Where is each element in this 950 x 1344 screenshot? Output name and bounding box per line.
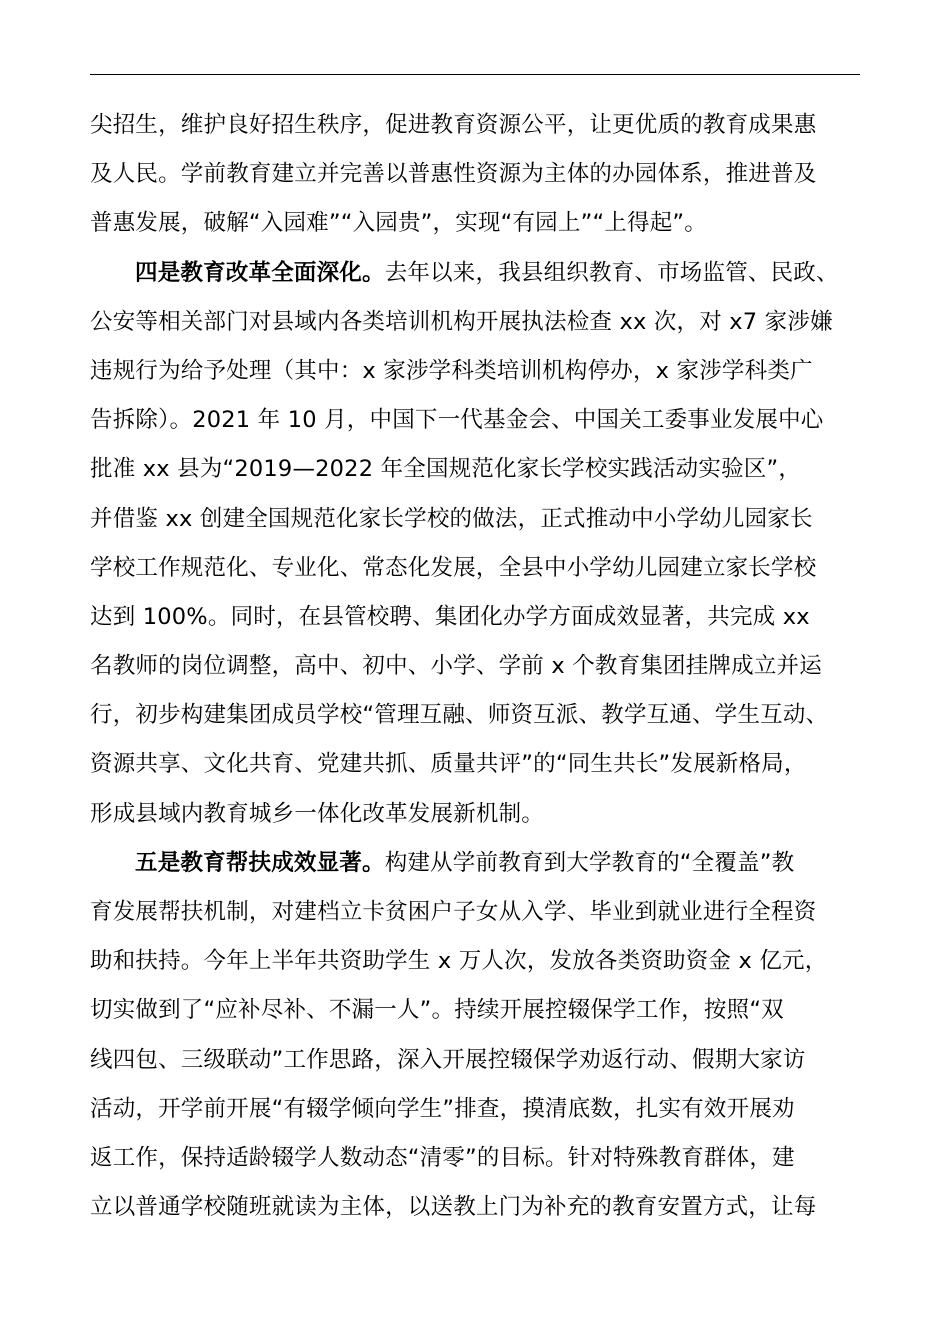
paragraph-heading: 四是教育改革全面深化。 — [135, 259, 385, 286]
text-line: 线四包、三级联动”工作思路，深入开展控辍保学劝返行动、假期大家访 — [90, 1046, 806, 1073]
text-line: 助和扶持。今年上半年共资助学生 x 万人次，发放各类资助资金 x 亿元， — [90, 948, 828, 975]
paragraph-heading: 五是教育帮扶成效显著。 — [135, 849, 385, 876]
text-line: 及人民。学前教育建立并完善以普惠性资源为主体的办园体系，推进普及 — [90, 161, 817, 188]
text-line: 告拆除）。2021 年 10 月，中国下一代基金会、中国关工委事业发展中心 — [90, 407, 824, 434]
text-line: 尖招生，维护良好招生秩序，促进教育资源公平，让更优质的教育成果惠 — [90, 112, 817, 138]
text-line: 切实做到了“应补尽补、不漏一人”。持续开展控辍保学工作，按照“双 — [90, 997, 784, 1024]
text-line: 活动，开学前开展“有辍学倾向学生”排查，摸清底数，扎实有效开展劝 — [90, 1095, 795, 1122]
paragraph-start-line — [90, 839, 860, 888]
header-rule — [90, 74, 860, 75]
text-line: 资源共享、文化共育、党建共抓、质量共评”的“同生共长”发展新格局， — [90, 751, 807, 778]
text-line: 返工作，保持适龄辍学人数动态“清零”的目标。针对特殊教育群体，建 — [90, 1144, 795, 1171]
text-line: 违规行为给予处理（其中：x 家涉学科类培训机构停办，x 家涉学科类广 — [90, 357, 813, 384]
paragraph-text: 构建从学前教育到大学教育的“全覆盖”教 — [384, 849, 795, 876]
text-line: 达到 100%。同时，在县管校聘、集团化办学方面成效显著，共完成 xx — [90, 603, 810, 630]
text-line: 立以普通学校随班就读为主体，以送教上门为补充的教育安置方式，让每 — [90, 1194, 817, 1221]
text-line: 批准 xx 县为“2019—2022 年全国规范化家长学校实践活动实验区”， — [90, 456, 802, 483]
text-line: 公安等相关部门对县域内各类培训机构开展执法检查 xx 次，对 x7 家涉嫌 — [90, 308, 833, 335]
paragraph-start-line — [90, 249, 860, 298]
text-line: 育发展帮扶机制，对建档立卡贫困户子女从入学、毕业到就业进行全程资 — [90, 899, 817, 925]
paragraph-text: 去年以来，我县组织教育、市场监管、民政、 — [384, 259, 839, 286]
text-line: 普惠发展，破解“入园难”“入园贵”，实现“有园上”“上得起”。 — [90, 210, 707, 237]
text-line: 学校工作规范化、专业化、常态化发展，全县中小学幼儿园建立家长学校 — [90, 554, 817, 581]
text-line: 形成县域内教育城乡一体化改革发展新机制。 — [90, 800, 545, 827]
text-line: 行，初步构建集团成员学校“管理互融、师资互派、教学互通、学生互动、 — [90, 702, 829, 729]
text-line: 并借鉴 xx 创建全国规范化家长学校的做法，正式推动中小学幼儿园家长 — [90, 505, 813, 532]
text-line: 名教师的岗位调整，高中、初中、小学、学前 x 个教育集团挂牌成立并运 — [90, 653, 822, 680]
document-body — [90, 101, 860, 1232]
